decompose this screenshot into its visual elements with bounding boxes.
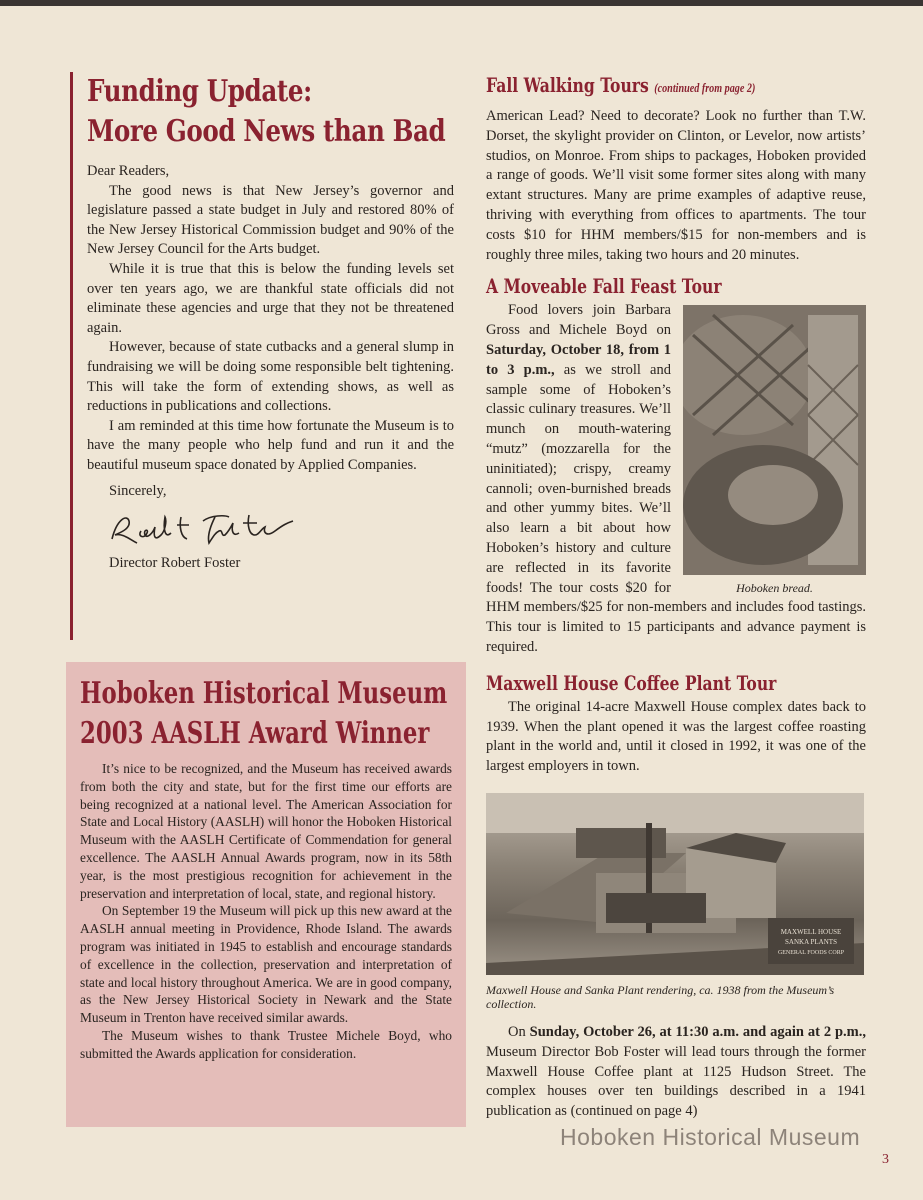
svg-text:MAXWELL HOUSE: MAXWELL HOUSE [780, 927, 842, 936]
walking-tours-paragraph: American Lead? Need to decorate? Look no further than T.W. Dorset, the skylight provider on Clinton, or Levelor, now artists’ studios, on Monroe. From ships to packages, Hoboken provided a range of goods. We’ll visit some former sites along with many extant structures. Many are prime examples of adaptive reuse, thriving with everything from offices to apartments. The tour costs $10 for HHM members/$15 for non-members and is roughly three miles, taking two hours and 20 minutes. [486, 108, 866, 263]
top-bar [0, 0, 923, 6]
walking-tours-title-text: Fall Walking Tours [486, 73, 649, 97]
director-name: Director Robert Foster [109, 555, 241, 572]
maxwell-photo-caption: Maxwell House and Sanka Plant rendering, ca. 1938 from the Museum’s collection. [486, 982, 835, 1011]
award-box [66, 662, 466, 1127]
funding-paragraph-3: However, because of state cutbacks and a general slump in fundraising we will be doing some responsible belt tightening. This will take the form of extending shows, as well as reductions in publications and collections. [87, 339, 454, 415]
left-column [70, 72, 454, 1127]
maxwell-date: Sunday, October 26, at 11:30 a.m. and again at 2 p.m., [529, 1023, 866, 1040]
hoboken-bread-photo [683, 305, 866, 575]
svg-text:GENERAL FOODS CORP: GENERAL FOODS CORP [777, 949, 845, 956]
maxwell-body-2 [486, 1023, 866, 1122]
page-number: 3 [882, 1152, 889, 1167]
feast-tour-title: A Moveable Fall Feast Tour [486, 274, 722, 299]
bread-photo-caption: Hoboken bread. [736, 581, 813, 596]
walking-tours-body [486, 107, 866, 265]
funding-paragraph-1: The good news is that New Jersey’s governor and legislature passed a state budget in July and restored 80% of the New Jersey Historical Commission budget and 90% of the New Jersey Council for the Arts budget. [87, 182, 454, 258]
continued-note: (continued from page 2) [654, 80, 756, 95]
feast-date: Saturday, October 18, from 1 to 3 p.m., [486, 341, 671, 378]
watermark: Hoboken Historical Museum [560, 1124, 861, 1150]
maxwell-paragraph-2 [486, 1023, 866, 1122]
signature-image [107, 509, 297, 549]
maxwell-text-start: On [508, 1023, 530, 1040]
feast-tour-section [486, 273, 866, 657]
funding-title-line1: Funding Update: [87, 74, 312, 109]
feast-text-start: Food lovers join Barbara Gross and Michele Boyd on [486, 302, 671, 339]
award-title-line1: Hoboken Historical Museum [80, 676, 448, 711]
funding-update-article [70, 72, 454, 640]
funding-closing: Sincerely, [109, 482, 167, 499]
maxwell-title: Maxwell House Coffee Plant Tour [486, 670, 777, 695]
maxwell-plant-photo [486, 793, 864, 975]
maxwell-section [486, 670, 866, 1122]
funding-salutation: Dear Readers, [87, 163, 170, 179]
svg-text:SANKA PLANTS: SANKA PLANTS [785, 937, 837, 946]
award-body [80, 760, 452, 1063]
maxwell-paragraph-1: The original 14-acre Maxwell House complex dates back to 1939. When the plant opened it was the largest coffee roasting plant in the world and, until it closed in 1992, it was one of the largest employers in town. [486, 698, 866, 775]
maxwell-body [486, 698, 866, 777]
walking-tours-title [486, 72, 782, 101]
award-paragraph-1: It’s nice to be recognized, and the Museum has received awards from both the city and state, but for the first time our efforts are being recognized at a national level. The American Association for State and Local History (AASLH) will honor the Hoboken Historical Museum with the AASLH Certificate of Commendation for general excellence. The AASLH Annual Awards program, now in its 58th year, is the most prestigious recognition for achievement in the preservation and interpretation of local, state, and regional history. [80, 761, 452, 901]
award-paragraph-2: On September 19 the Museum will pick up this new award at the AASLH annual meeting in Providence, Rhode Island. The awards program was initiated in 1945 to establish and encourage standards of excellence in the collection, preservation and interpretation of state and local history throughout America. We are in good company, as the New Jersey Historical Society in Newark and the State Museum in Trenton have received similar awards. [80, 903, 452, 1026]
bread-figure [683, 305, 866, 595]
funding-body [87, 162, 454, 501]
funding-paragraph-2: While it is true that this is below the funding levels set over ten years ago, we are thankful state officials did not eliminate these agencies and urge that they not be threatened again. [87, 260, 454, 336]
feast-text-end: as we stroll and sample some of Hoboken’s classic culinary treasures. We’ll munch on mouth-watering “mutz” (mozzarella for the uninitiated); crispy, creamy cannoli; oven-burnished breads and other yummy bites. We’ll also learn a bit about how Hoboken’s history and culture are reflected in its favorite foods! The tour costs $20 for HHM members/$25 for non-members and includes food tastings. This tour is limited to 15 participants and advance payment is required. [486, 361, 866, 655]
funding-title-line2: More Good News than Bad [87, 114, 446, 149]
maxwell-text-end: Museum Director Bob Foster will lead tours through the former Maxwell House Coffee plant at 1125 Hudson Street. The complex houses over ten buildings described in a 1941 publication as (continued on page 4) [486, 1043, 866, 1120]
feast-tour-body [486, 301, 866, 657]
award-title-line2: 2003 AASLH Award Winner [80, 716, 430, 751]
award-paragraph-3: The Museum wishes to thank Trustee Michele Boyd, who submitted the Awards application for consideration. [80, 1027, 452, 1061]
right-column [486, 72, 866, 1122]
walking-tours-section [486, 72, 866, 265]
funding-paragraph-4: I am reminded at this time how fortunate the Museum is to have the many people who help fund and run it and the beautiful museum space donated by Applied Companies. [87, 417, 454, 473]
